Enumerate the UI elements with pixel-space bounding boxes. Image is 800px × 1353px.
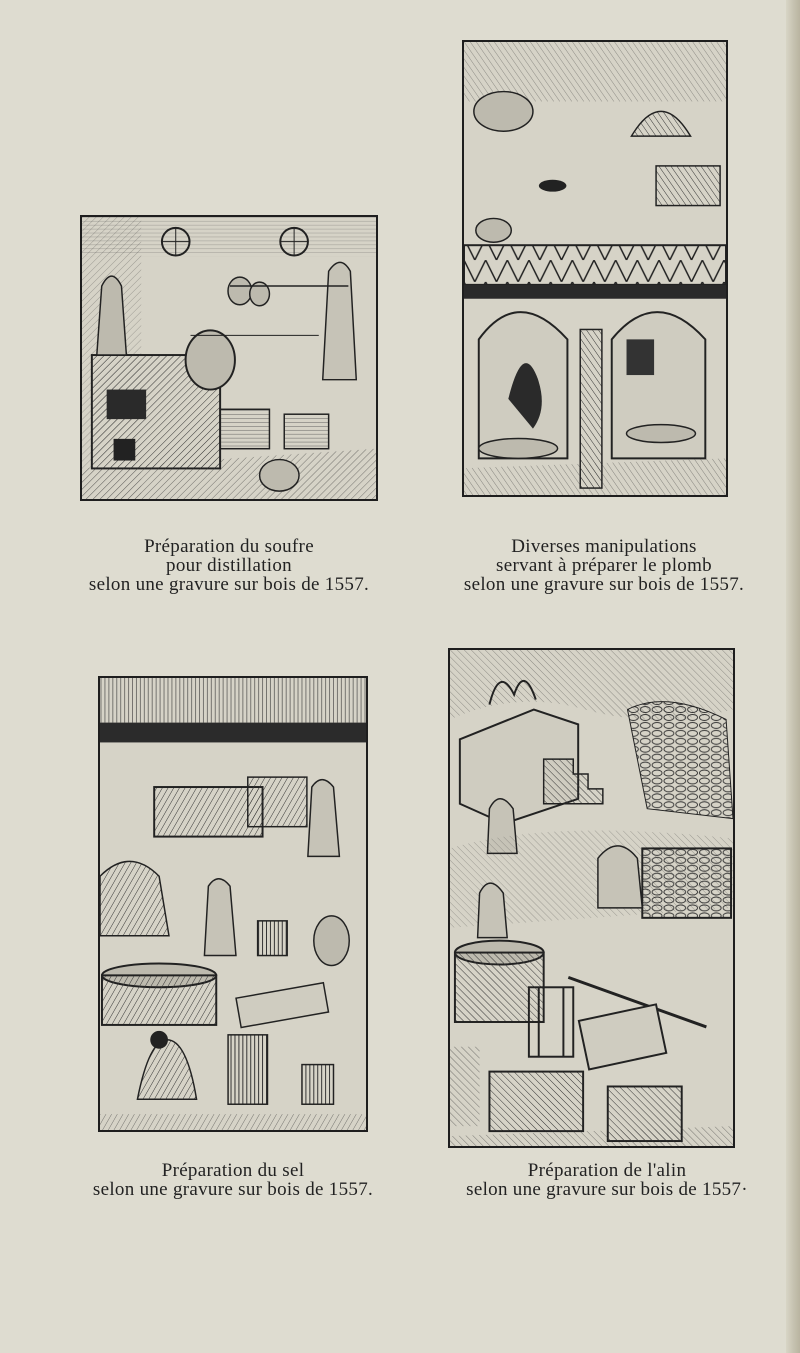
caption-alum (420, 1161, 794, 1199)
caption-line: Préparation du soufre (144, 536, 314, 557)
caption-line: Préparation de l'alin (527, 1160, 687, 1181)
caption-lead (420, 537, 788, 594)
woodcut-alum-preparation (448, 648, 735, 1148)
woodcut-sulphur-distillation (80, 215, 378, 501)
woodcut-lead-preparation (462, 40, 728, 497)
caption-sulphur (50, 537, 408, 594)
caption-salt (58, 1161, 408, 1199)
caption-line: selon une gravure sur bois de 1557. (463, 574, 745, 595)
page-edge-shadow (786, 0, 800, 1353)
caption-line: servant à préparer le plomb (496, 555, 712, 576)
caption-line: selon une gravure sur bois de 1557· (466, 1179, 748, 1200)
caption-line: Préparation du sel (161, 1160, 305, 1181)
caption-line: pour distillation (166, 555, 292, 576)
woodcut-salt-preparation (98, 676, 368, 1132)
caption-line: selon une gravure sur bois de 1557. (92, 1179, 374, 1200)
caption-line: selon une gravure sur bois de 1557. (88, 574, 370, 595)
caption-line: Diverses manipulations (511, 536, 697, 557)
